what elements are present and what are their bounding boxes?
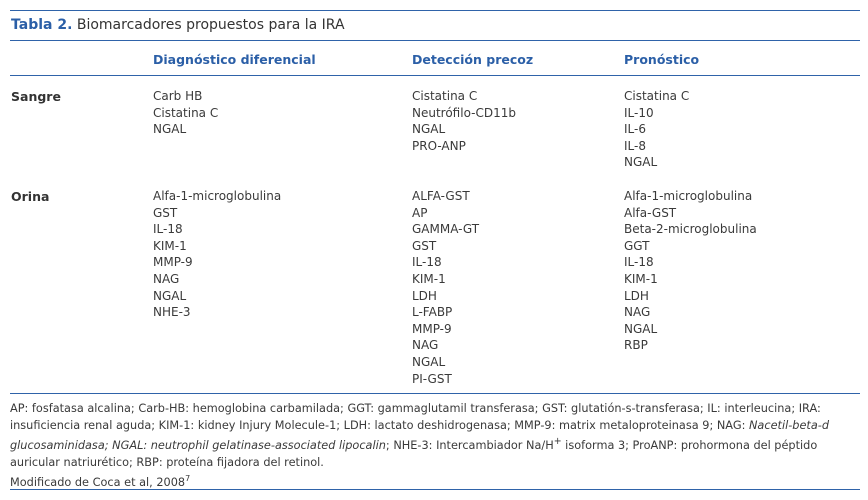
cell-orina-diagnostico <box>153 188 281 321</box>
title-rule <box>10 40 860 41</box>
biomarker: NGAL <box>624 321 658 336</box>
cell-orina-deteccion <box>412 188 479 387</box>
biomarker: GAMMA-GT <box>412 222 480 237</box>
biomarker: NGAL <box>153 288 187 303</box>
table-caption: Biomarcadores propuestos para la IRA <box>72 17 345 33</box>
biomarker: NGAL <box>153 122 187 137</box>
source-text: Modificado de Coca et al, 2008 <box>10 475 186 489</box>
column-header-diagnostico: Diagnóstico diferencial <box>153 52 316 67</box>
biomarker: IL-18 <box>153 222 183 237</box>
biomarker: MMP-9 <box>153 255 193 270</box>
biomarker: KIM-1 <box>624 271 658 286</box>
biomarker: Carb HB <box>153 89 203 103</box>
row-label-orina: Orina <box>11 189 50 204</box>
biomarker: NGAL <box>412 122 446 137</box>
biomarker: NAG <box>412 338 439 353</box>
biomarker: NAG <box>624 305 651 320</box>
biomarker: LDH <box>412 288 437 303</box>
abbreviations-note <box>10 401 858 471</box>
column-header-deteccion: Detección precoz <box>412 52 534 67</box>
top-rule <box>10 10 860 11</box>
abbreviations-italic: Nacetil-beta-d glucosaminidasa; NGAL: neutrophil gelatinase-associated lipocalin <box>10 418 830 452</box>
biomarker: IL-18 <box>412 255 442 270</box>
abbreviations-text: isoforma 3; ProANP: prohormona del péptido auricular natriurético; RBP: proteína fijadora del retinol. <box>10 438 818 469</box>
abbreviations-text: ; NHE-3: Intercambiador Na/H <box>385 438 554 452</box>
biomarker: IL-8 <box>624 138 646 153</box>
reference-number: 7 <box>185 474 191 484</box>
biomarker: Neutrófilo-CD11b <box>412 105 516 120</box>
biomarker: GST <box>412 238 437 253</box>
abbreviations-text: AP: fosfatasa alcalina; Carb-HB: hemoglobina carbamilada; GGT: gammaglutamil transferasa; GST: glutatión-s-transferasa; IL: interleucina; IRA: insuficiencia renal aguda; KIM-1: kidney Injury Molecule-1; LDH: lactato deshidrogenasa; MMP-9: matrix metaloproteinasa 9; NAG: <box>10 402 821 432</box>
column-header-pronostico: Pronóstico <box>624 52 700 67</box>
superscript-plus: + <box>553 436 562 448</box>
biomarker: Cistatina C <box>412 89 478 103</box>
header-rule <box>10 75 860 76</box>
biomarker: NHE-3 <box>153 305 191 320</box>
row-label-sangre: Sangre <box>11 89 61 104</box>
biomarker: KIM-1 <box>412 271 446 286</box>
biomarker: PRO-ANP <box>412 138 466 153</box>
footer-rule <box>10 489 860 490</box>
biomarker: IL-10 <box>624 105 654 120</box>
table-title <box>11 17 345 33</box>
biomarker: RBP <box>624 338 648 353</box>
cell-sangre-deteccion <box>412 88 516 154</box>
biomarker: KIM-1 <box>153 238 187 253</box>
biomarker: MMP-9 <box>412 321 452 336</box>
biomarker: GGT <box>624 238 650 253</box>
biomarker: Alfa-1-microglobulina <box>624 189 753 203</box>
biomarker: AP <box>412 205 428 220</box>
table-footnote <box>10 401 858 492</box>
biomarker: NGAL <box>412 354 446 369</box>
biomarker: LDH <box>624 288 649 303</box>
cell-sangre-pronostico <box>624 88 689 171</box>
biomarker: Alfa-GST <box>624 205 677 220</box>
biomarker: Cistatina C <box>624 89 690 103</box>
biomarker: Cistatina C <box>153 105 219 120</box>
biomarker: IL-18 <box>624 255 654 270</box>
biomarker: ALFA-GST <box>412 189 470 203</box>
biomarker: Beta-2-microglobulina <box>624 222 757 237</box>
biomarker: GST <box>153 205 178 220</box>
biomarker: L-FABP <box>412 305 453 320</box>
biomarker: IL-6 <box>624 122 646 137</box>
biomarker: NGAL <box>624 155 658 170</box>
cell-sangre-diagnostico <box>153 88 218 138</box>
table-number: Tabla 2. <box>11 17 73 33</box>
biomarker: PI-GST <box>412 371 452 386</box>
biomarker: NAG <box>153 271 180 286</box>
cell-orina-pronostico <box>624 188 757 354</box>
biomarker: Alfa-1-microglobulina <box>153 189 282 203</box>
body-bottom-rule <box>10 393 860 394</box>
